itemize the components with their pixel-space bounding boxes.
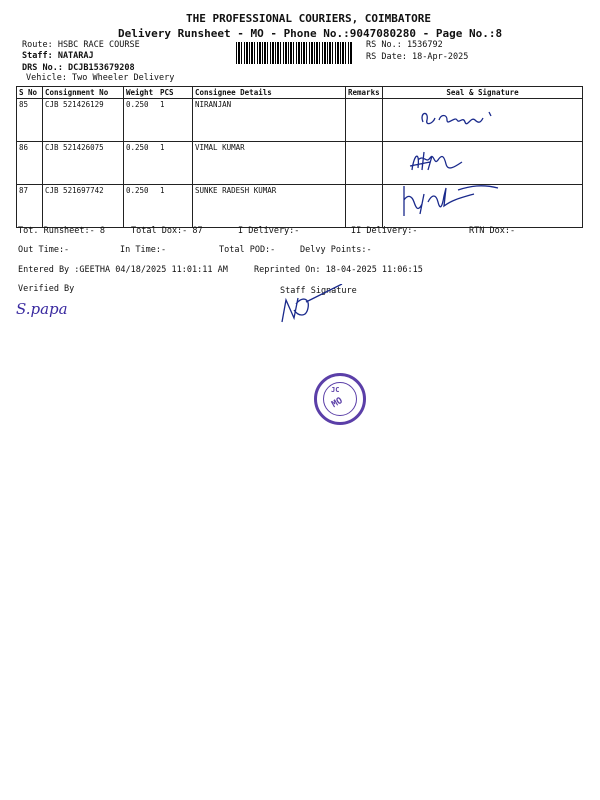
cell-remarks bbox=[346, 142, 383, 185]
stamp-text: MO bbox=[330, 395, 345, 411]
staff-signature-scribble bbox=[278, 284, 348, 328]
i-delivery: I Delivery:- bbox=[238, 226, 300, 236]
cell-sno: 87 bbox=[17, 185, 43, 228]
runsheet-title: Delivery Runsheet - MO - Phone No.:9047080280 - Page No.:8 bbox=[118, 27, 503, 40]
cell-sno: 85 bbox=[17, 99, 43, 142]
cell-pcs: 1 bbox=[158, 142, 193, 185]
cell-weight: 0.250 bbox=[124, 142, 159, 185]
company-title: THE PROFESSIONAL COURIERS, COIMBATORE bbox=[186, 12, 432, 25]
header-remarks: Remarks bbox=[346, 87, 383, 99]
signature-row1 bbox=[415, 104, 505, 132]
cell-pcs: 1 bbox=[158, 185, 193, 228]
cell-remarks bbox=[346, 99, 383, 142]
header-consignment: Consignment No bbox=[43, 87, 124, 99]
total-pod: Total POD:- bbox=[219, 245, 276, 255]
cell-consignment: CJB 521426129 bbox=[43, 99, 124, 142]
rtn-dox: RTN Dox:- bbox=[469, 226, 516, 236]
cell-consignment: CJB 521697742 bbox=[43, 185, 124, 228]
tot-runsheet: Tot. Runsheet:- 8 bbox=[18, 226, 105, 236]
rs-number: RS No.: 1536792 bbox=[366, 40, 443, 50]
rs-date: RS Date: 18-Apr-2025 bbox=[366, 52, 469, 62]
staff-signature-label: Staff Signature bbox=[280, 286, 357, 296]
cell-pcs: 1 bbox=[158, 99, 193, 142]
barcode bbox=[236, 42, 352, 64]
cell-remarks bbox=[346, 185, 383, 228]
stamp-arc-text: JC bbox=[331, 386, 340, 394]
out-time: Out Time:- bbox=[18, 245, 70, 255]
header-pcs: PCS bbox=[158, 87, 193, 99]
signature-row3 bbox=[398, 180, 508, 224]
delvy-points: Delvy Points:- bbox=[300, 245, 372, 255]
cell-sno: 86 bbox=[17, 142, 43, 185]
cell-consignee: SUNKE RADESH KUMAR bbox=[193, 185, 346, 228]
signature-row2 bbox=[406, 146, 486, 178]
header-sno: S No bbox=[17, 87, 43, 99]
header-weight: Weight bbox=[124, 87, 159, 99]
cell-weight: 0.250 bbox=[124, 99, 159, 142]
stamp-seal bbox=[314, 373, 366, 425]
verifier-signature: S.papa bbox=[16, 300, 68, 318]
vehicle-label: Vehicle: Two Wheeler Delivery bbox=[26, 73, 175, 83]
total-dox: Total Dox:- 87 bbox=[131, 226, 203, 236]
table-row bbox=[17, 142, 583, 185]
verified-by-label: Verified By bbox=[18, 284, 75, 294]
header-signature: Seal & Signature bbox=[383, 87, 583, 99]
cell-consignee: VIMAL KUMAR bbox=[193, 142, 346, 185]
route-label: Route: HSBC RACE COURSE bbox=[22, 40, 140, 50]
in-time: In Time:- bbox=[120, 245, 167, 255]
staff-label: Staff: NATARAJ bbox=[22, 51, 94, 61]
header-consignee: Consignee Details bbox=[193, 87, 346, 99]
entered-by: Entered By :GEETHA 04/18/2025 11:01:11 AM bbox=[18, 265, 228, 275]
ii-delivery: II Delivery:- bbox=[351, 226, 418, 236]
reprinted-on: Reprinted On: 18-04-2025 11:06:15 bbox=[254, 265, 423, 275]
drs-number: DRS No.: DCJB153679208 bbox=[22, 63, 135, 73]
cell-consignment: CJB 521426075 bbox=[43, 142, 124, 185]
cell-consignee: NIRANJAN bbox=[193, 99, 346, 142]
cell-weight: 0.250 bbox=[124, 185, 159, 228]
